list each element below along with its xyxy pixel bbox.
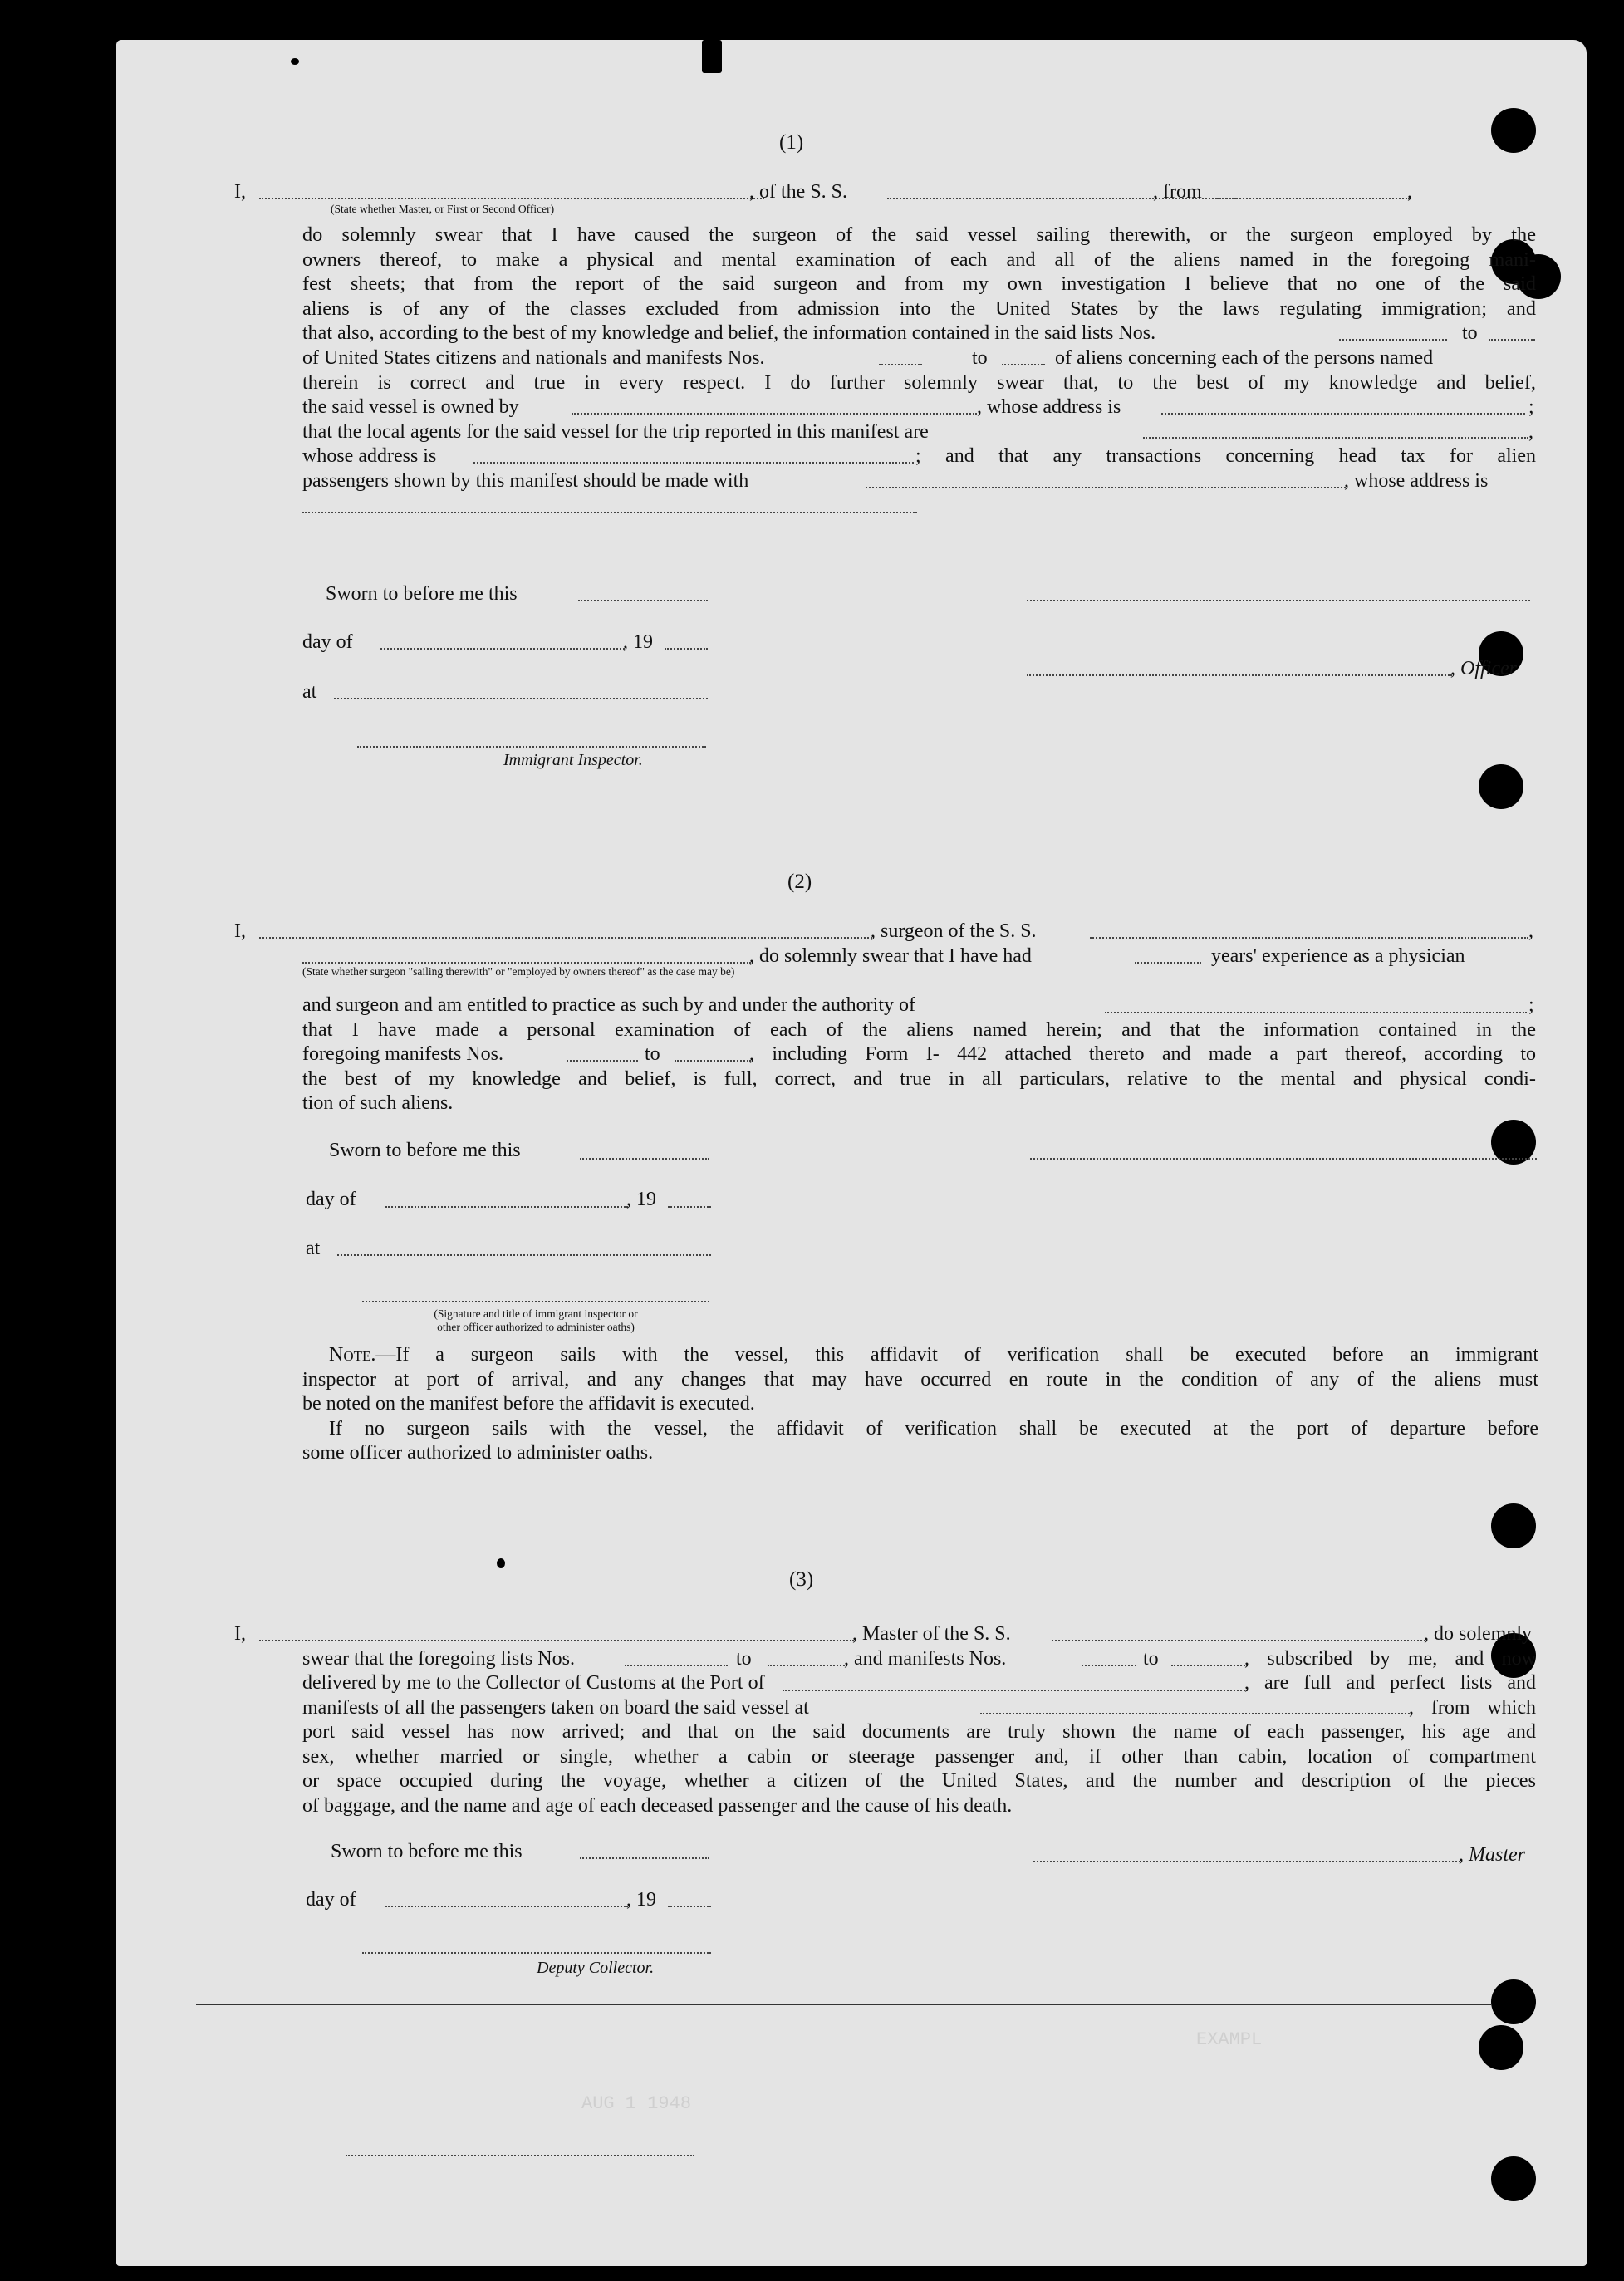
surgeon-status-blank[interactable] — [302, 962, 751, 964]
surgeon-name-blank[interactable] — [259, 937, 872, 939]
section-1-number: (1) — [779, 131, 804, 154]
section-3-lead: I, — [234, 1623, 246, 1645]
binder-hole — [1491, 2156, 1536, 2201]
collector-label: Deputy Collector. — [537, 1959, 655, 1977]
agents-label: that the local agents for the said vessel for the trip reported in this manifest are — [302, 420, 929, 443]
manifest-verification-form — [116, 40, 1587, 2266]
from-label: , from — [1153, 181, 1202, 203]
master-port-label: delivered by me to the Collector of Customs at the Port of — [302, 1672, 765, 1694]
owner-address-end: ; — [1528, 396, 1534, 418]
surgeon-oath-label: , do solemnly swear that I have had — [749, 945, 1032, 967]
binder-hole — [1479, 2025, 1523, 2070]
head-tax-address-blank[interactable] — [302, 512, 917, 513]
witness-note-2: other officer authorized to administer oaths) — [437, 1321, 635, 1333]
section-3-number: (3) — [789, 1568, 814, 1591]
years-experience-blank[interactable] — [1135, 962, 1201, 964]
master-manifests-to: to — [1143, 1647, 1159, 1670]
line-end-comma: , — [1407, 181, 1412, 203]
surgeon-month-blank[interactable] — [385, 1206, 628, 1208]
master-vessel-blank[interactable] — [1052, 1640, 1425, 1641]
surgeon-signature-blank[interactable] — [1030, 1158, 1537, 1160]
authority-blank[interactable] — [1105, 1012, 1527, 1013]
master-day-label: day of — [306, 1889, 356, 1911]
surgeon-text-2: that I have made a personal examination of each of the aliens named herein; and that the information contained in the — [302, 1018, 1536, 1041]
note-paragraph-3: be noted on the manifest before the affidavit is executed. — [302, 1393, 755, 1415]
year-blank[interactable] — [665, 648, 708, 650]
note-text-1: —If a surgeon sails with the vessel, this affidavit of verification shall be executed before an immigrant — [375, 1344, 1538, 1366]
section-2-lead: I, — [234, 920, 246, 942]
manifests-to-blank[interactable] — [1002, 364, 1045, 365]
note-paragraph-4: If no surgeon sails with the vessel, the affidavit of verification shall be executed at the port of departure before — [329, 1417, 1538, 1440]
oath-text-3: fest sheets; that from the report of the said surgeon and from my own investigation I believe that no one of the said — [302, 272, 1536, 296]
oath-text-5: that also, according to the best of my knowledge and belief, the information contained in the said lists Nos. — [302, 322, 1156, 345]
ink-speck — [497, 1558, 505, 1568]
master-boarded-label: manifests of all the passengers taken on board the said vessel at — [302, 1696, 809, 1719]
agents-end: , — [1528, 420, 1533, 443]
agents-blank[interactable] — [1143, 437, 1528, 439]
authority-label: and surgeon and am entitled to practice as such by and under the authority of — [302, 994, 915, 1016]
manifests-from-blank[interactable] — [879, 364, 922, 365]
agents-address-blank[interactable] — [473, 462, 914, 464]
master-of-ss-label: , Master of the S. S. — [852, 1623, 1011, 1645]
collector-signature-blank[interactable] — [362, 1952, 711, 1954]
bottom-rule — [196, 2004, 1492, 2005]
master-lists-to: to — [736, 1647, 752, 1670]
bleed-through-text: EXAMPL — [1196, 2029, 1263, 2050]
head-tax-payee-blank[interactable] — [866, 487, 1346, 488]
master-from-which: , from which — [1409, 1696, 1536, 1719]
surgeon-at-blank[interactable] — [337, 1254, 711, 1256]
years-experience-label: years' experience as a physician — [1211, 945, 1465, 967]
ink-speck — [291, 58, 299, 65]
surgeon-manifests-to-blank[interactable] — [675, 1060, 751, 1062]
master-text-6: or space occupied during the voyage, whether a citizen of the United States, and the number and description of the pieces — [302, 1769, 1536, 1792]
note-paragraph-1 — [329, 1342, 1538, 1367]
binder-hole — [1491, 108, 1536, 153]
master-subscribed-label: , subscribed by me, and now — [1244, 1647, 1536, 1670]
oath-text-1: do solemnly swear that I have caused the surgeon of the said vessel sailing therewith, or the surgeon employed by the — [302, 223, 1536, 246]
oath-text-6c: of aliens concerning each of the persons named — [1055, 347, 1434, 369]
officer-rank-blank[interactable] — [259, 198, 764, 199]
agents-address-label: whose address is — [302, 445, 437, 467]
bottom-dotted-blank — [346, 2155, 694, 2156]
master-oath-label: , do solemnly — [1424, 1623, 1532, 1645]
surgeon-year-label: , 19 — [626, 1189, 656, 1210]
oath-text-7: therein is correct and true in every respect. I do further solemnly swear that, to the best of my knowledge and belief, — [302, 370, 1536, 394]
owner-address-blank[interactable] — [1161, 413, 1525, 415]
surgeon-of-ss-label: , surgeon of the S. S. — [871, 920, 1037, 942]
master-month-blank[interactable] — [385, 1906, 628, 1907]
note-paragraph-5: some officer authorized to administer oaths. — [302, 1442, 654, 1464]
surgeon-sworn-label: Sworn to before me this — [329, 1140, 521, 1161]
master-text-5: sex, whether married or single, whether a cabin or steerage passenger and, if other than cabin, location of compartment — [302, 1744, 1536, 1768]
at-label: at — [302, 681, 317, 703]
bleed-through-stamp: AUG 1 1948 — [581, 2093, 692, 2114]
owner-address-label: , whose address is — [977, 396, 1121, 418]
oath-text-5-to: to — [1462, 322, 1478, 345]
master-name-blank[interactable] — [259, 1640, 854, 1641]
surgeon-text-4: the best of my knowledge and belief, is full, correct, and true in all particulars, relative to the mental and physical condi- — [302, 1067, 1536, 1090]
oath-text-6a: of United States citizens and nationals and manifests Nos. — [302, 347, 765, 369]
head-tax-payee-label: passengers shown by this manifest should be made with — [302, 469, 749, 492]
surgeon-line-end: , — [1528, 920, 1533, 942]
master-boarded-port-blank[interactable] — [980, 1713, 1412, 1714]
master-signature-blank[interactable] — [1033, 1861, 1460, 1862]
surgeon-manifests-label: foregoing manifests Nos. — [302, 1043, 503, 1065]
master-lists-to-blank[interactable] — [768, 1665, 847, 1666]
surgeon-day-label: day of — [306, 1189, 356, 1210]
day-of-label: day of — [302, 631, 353, 653]
note-label: Note. — [329, 1344, 376, 1366]
master-full-lists-label: , are full and perfect lists and — [1244, 1672, 1536, 1694]
inspector-label: Immigrant Inspector. — [503, 751, 643, 769]
master-sworn-date-blank[interactable] — [580, 1857, 709, 1859]
from-port-blank[interactable] — [1217, 198, 1410, 199]
ink-speck — [702, 40, 722, 73]
master-label: , Master — [1459, 1844, 1525, 1866]
surgeon-sworn-date-blank[interactable] — [580, 1158, 709, 1160]
sworn-label: Sworn to before me this — [326, 583, 518, 605]
master-manifests-label: , and manifests Nos. — [844, 1647, 1007, 1670]
of-ss-label: , of the S. S. — [749, 181, 848, 203]
head-tax-text: ; and that any transactions concerning head tax for alien — [915, 445, 1536, 467]
binder-hole — [1491, 1503, 1536, 1548]
head-tax-address-label: , whose address is — [1344, 469, 1489, 492]
oath-text-4: aliens is of any of the classes excluded from admission into the United States by the laws regulating immigration; and — [302, 297, 1536, 320]
master-text-7: of baggage, and the name and age of each deceased passenger and the cause of his death. — [302, 1794, 1013, 1817]
section-1-lead: I, — [234, 181, 246, 203]
month-blank[interactable] — [380, 648, 625, 650]
owner-blank[interactable] — [572, 413, 977, 415]
surgeon-status-note: (State whether surgeon "sailing therewith" or "employed by owners thereof" as the case may be) — [302, 965, 735, 978]
master-sworn-label: Sworn to before me this — [331, 1841, 523, 1862]
rank-note: (State whether Master, or First or Second Officer) — [331, 203, 555, 215]
surgeon-text-5: tion of such aliens. — [302, 1092, 454, 1114]
authority-end: ; — [1528, 994, 1534, 1016]
master-port-blank[interactable] — [783, 1690, 1248, 1691]
surgeon-year-blank[interactable] — [668, 1206, 711, 1208]
note-paragraph-2: inspector at port of arrival, and any changes that may have occurred en route in the condition of any of the aliens must — [302, 1367, 1538, 1391]
section-2-number: (2) — [787, 871, 812, 893]
officer-title-blank[interactable] — [1027, 674, 1452, 676]
master-manifests-from-blank[interactable] — [1082, 1665, 1136, 1666]
lists-from-blank[interactable] — [1339, 339, 1447, 341]
binder-hole — [1479, 764, 1523, 809]
at-place-blank[interactable] — [334, 698, 708, 699]
owned-by-label: the said vessel is owned by — [302, 396, 519, 418]
master-year-blank[interactable] — [668, 1906, 711, 1907]
officer-label: , Officer — [1450, 658, 1517, 679]
surgeon-manifests-to: to — [645, 1043, 660, 1065]
surgeon-vessel-blank[interactable] — [1090, 937, 1528, 939]
master-lists-from-blank[interactable] — [625, 1665, 728, 1666]
master-year-label: , 19 — [626, 1889, 656, 1911]
binder-hole — [1491, 1979, 1536, 2024]
surgeon-text-3c: , including Form I- 442 attached thereto and made a part thereof, according to — [749, 1043, 1536, 1065]
witness-note-1: (Signature and title of immigrant inspector or — [434, 1307, 638, 1320]
master-lists-label: swear that the foregoing lists Nos. — [302, 1647, 575, 1670]
officer-signature-blank[interactable] — [1027, 600, 1530, 601]
oath-text-2: owners thereof, to make a physical and mental examination of each and all of the aliens named in the foregoing mani- — [302, 248, 1536, 271]
lists-to-blank[interactable] — [1489, 339, 1535, 341]
master-text-4: port said vessel has now arrived; and that on the said documents are truly shown the name of each passenger, his age and — [302, 1720, 1536, 1743]
master-manifests-to-blank[interactable] — [1171, 1665, 1248, 1666]
oath-text-6b: to — [972, 347, 988, 369]
year-label: , 19 — [623, 631, 653, 653]
sworn-date-blank[interactable] — [578, 600, 708, 601]
surgeon-manifests-from-blank[interactable] — [567, 1060, 638, 1062]
surgeon-at-label: at — [306, 1238, 321, 1259]
surgeon-witness-signature-blank[interactable] — [362, 1301, 709, 1302]
